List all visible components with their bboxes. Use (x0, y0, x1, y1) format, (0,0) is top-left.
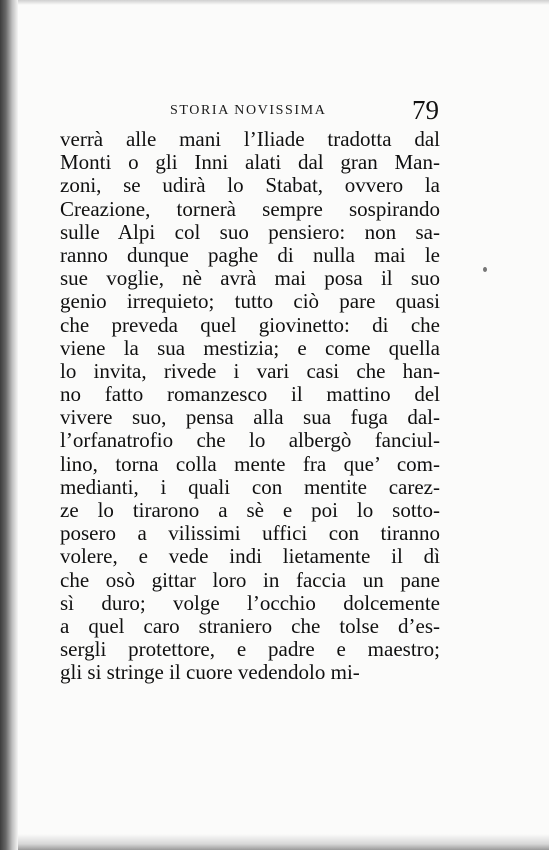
text-line: viene la sua mestizia; e come quella (60, 335, 440, 360)
text-line: volere, e vede indi lietamente il dì (60, 544, 440, 569)
text-line: a quel caro straniero che tolse d’es- (60, 613, 440, 638)
page-binding-shadow (0, 0, 18, 850)
text-line: l’orfanatrofio che lo albergò fanciul- (60, 428, 440, 453)
text-line: sergli protettore, e padre e maestro; (60, 637, 440, 662)
text-line: verrà alle mani l’Iliade tradotta dal (60, 127, 440, 151)
text-line: lo invita, rivede i vari casi che han- (60, 358, 440, 383)
running-title: STORIA NOVISSIMA (170, 103, 327, 118)
text-line: ze lo tirarono a sè e poi lo sotto- (60, 498, 440, 522)
text-line: medianti, i quali con mentite carez- (60, 474, 440, 499)
text-line: che osò gittar loro in faccia un pane (60, 567, 440, 592)
body-text (60, 128, 440, 685)
text-line: lino, torna colla mente fra que’ com- (60, 451, 440, 476)
ink-speck (483, 267, 487, 272)
text-line: zoni, se udirà lo Stabat, ovvero la (60, 173, 440, 198)
text-line: vivere suo, pensa alla sua fuga dal- (60, 405, 440, 430)
text-line: sì duro; volge l’occhio dolcemente (60, 590, 440, 615)
text-line: genio irrequieto; tutto ciò pare quasi (60, 289, 440, 314)
text-line: sue voglie, nè avrà mai posa il suo (60, 266, 440, 291)
page-top-edge (18, 0, 549, 5)
text-line: gli si stringe il cuore vedendolo mi- (60, 660, 360, 685)
text-line: Monti o gli Inni alati dal gran Man- (60, 150, 440, 175)
text-line: sulle Alpi col suo pensiero: non sa- (60, 219, 440, 244)
page-number: 79 (412, 95, 439, 125)
page-bottom-edge (18, 834, 549, 850)
text-line: posero a vilissimi uffici con tiranno (60, 521, 440, 546)
text-line: che preveda quel giovinetto: di che (60, 312, 440, 337)
text-line: Creazione, tornerà sempre sospirando (60, 196, 440, 221)
text-line: no fatto romanzesco il mattino del (60, 382, 440, 407)
text-line: ranno dunque paghe di nulla mai le (60, 242, 440, 267)
